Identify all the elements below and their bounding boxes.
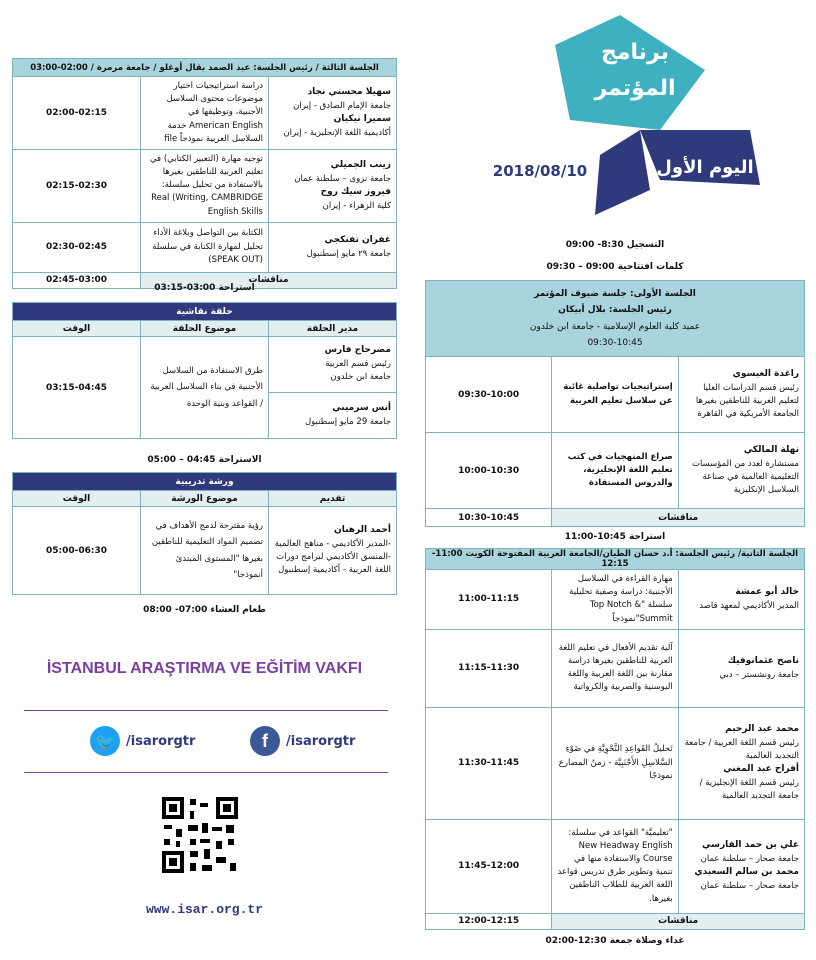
panel-table <box>12 302 397 439</box>
speaker-affil: رئيس قسم الدراسات العليا لتعليم العربية للناطقين بغيرها الجامعة الأمريكية في القاهرة <box>695 382 799 420</box>
divider-bottom <box>24 772 388 773</box>
session2-discussion-time: 12:00-12:15 <box>426 913 552 929</box>
speaker-name-2: سميرا نيكيان <box>333 113 391 124</box>
speaker-affil-2: أكاديمية اللغة الإنجليزية - إيران <box>283 127 391 138</box>
talk-time: 09:30-10:00 <box>426 357 552 433</box>
speaker-name: سهيلا محسني نجاد <box>307 86 391 97</box>
speaker-name: ناصح عثمانوفيك <box>727 655 799 666</box>
twitter-link[interactable] <box>90 726 195 756</box>
session2-title: الجلسة الثانية/ رئيس الجلسة: أ.د حسان الطيان/الجامعة العربية المفتوحة الكويت 11:00-12:15 <box>426 549 805 570</box>
talk-topic: دراسة استراتيجيات اختيار موضوعات محتوى السلاسل الأجنبية، وتوظيفها في American English خدمة السلاسل العربية نموذجاً file <box>141 77 269 150</box>
speaker-name: محمد عبد الرحيم <box>725 723 799 734</box>
session1-discussion-time: 10:30-10:45 <box>426 509 552 527</box>
panel-header-time: الوقت <box>13 321 141 337</box>
banner-title-1: برنامج <box>601 40 669 65</box>
registration-line: التسجيل 8:30- 09:00 <box>565 240 665 250</box>
panel-title: حلقة نقاشية <box>13 303 397 321</box>
session2-table <box>425 548 805 930</box>
moderator-affil-3: جامعة 29 مايو إسطنبول <box>304 416 391 427</box>
talk-time: 11:00-11:15 <box>426 570 552 630</box>
panel-topic: طرق الاستفادة من السلاسل الأجنبية في بناء السلاسل العربية / القواعد وبنية الوحدة <box>141 337 269 439</box>
talk-topic: مهارة القراءة في السلاسل الأجنبية: دراسة وصفية تحليلية سلسلة "Top Notch & Summit"نموذجاً <box>552 570 678 630</box>
table-row <box>13 222 397 272</box>
table-row <box>426 570 805 630</box>
facebook-link[interactable] <box>250 726 355 756</box>
panel-header-topic: موضوع الحلقة <box>141 321 269 337</box>
session1-chair: رئيس الجلسة: بلال أبيكان <box>558 305 672 316</box>
speaker-name: راغدة العيسوي <box>732 368 799 379</box>
talk-time: 02:00-02:15 <box>13 77 141 150</box>
moderator-affil-2: جامعة ابن خلدون <box>330 372 391 383</box>
session3-discussion-time: 02:45-03:00 <box>13 272 141 288</box>
speaker-name: نهلة المالكي <box>743 444 799 455</box>
table-row <box>426 433 805 509</box>
moderator-affil: رئيس قسم العربية <box>325 359 391 370</box>
talk-time: 02:30-02:45 <box>13 222 141 272</box>
moderator-name-2: أنس سرميني <box>332 402 391 413</box>
speaker-name: زينب الجميلي <box>330 159 391 170</box>
table-row <box>426 357 805 433</box>
banner-day: اليوم الأول <box>656 157 754 178</box>
speaker-affil: جامعة ٢٩ مايو إسطنبول <box>306 248 391 259</box>
facebook-icon: f <box>250 726 280 756</box>
program-banner <box>460 10 815 225</box>
break3-line: الاستراحة 04:45 – 05:00 <box>147 455 262 465</box>
speaker-affil: مستشارة لعدد من المؤسسات التعليمية العالمية في صناعة السلاسل الإنكليزية <box>691 458 799 496</box>
opening-line: كلمات افتتاحية 09:00 – 09:30 <box>546 262 684 272</box>
banner-title-2: المؤتمر <box>594 76 676 101</box>
twitter-handle: /isarorgtr <box>126 733 196 749</box>
panel-time: 03:15-04:45 <box>13 337 141 439</box>
session3-table <box>12 58 397 289</box>
speaker-affil-2: جامعة صحار – سلطنة عمان <box>700 881 799 892</box>
table-row <box>13 149 397 222</box>
talk-time: 11:45-12:00 <box>426 819 552 913</box>
talk-topic: صراع المنهجيات في كتب تعليم اللغة الإنجليزية، والدروس المستفادة <box>552 433 678 509</box>
divider-top <box>24 710 388 711</box>
workshop-header-presenter: تقديم <box>269 491 397 507</box>
speaker-name: علي بن حمد الفارسي <box>702 840 799 851</box>
talk-time: 02:15-02:30 <box>13 149 141 222</box>
lunch-line: غداء وصلاة جمعة 12:30-02:00 <box>545 936 685 946</box>
speaker-affil: جامعة الإمام الصادق - إيران <box>293 100 391 111</box>
speaker-affil-2: رئيس قسم اللغة الإنجليزية / جامعة التجديد العالمية <box>699 778 799 802</box>
twitter-icon: 🐦 <box>90 726 120 756</box>
qr-code <box>160 795 240 875</box>
speaker-name-2: أفراح عبد المغني <box>723 764 799 775</box>
speaker-affil: جامعة صحار – سلطنة عمان <box>700 854 799 865</box>
presenter-name: أحمد الرهبان <box>334 524 391 535</box>
banner-date: 2018/08/10 <box>492 162 588 180</box>
speaker-affil-2: كلية الزهراء - إيران <box>322 200 391 211</box>
session1-title: الجلسة الأولى: جلسة ضيوف المؤتمر <box>534 289 696 300</box>
talk-topic: تَحليلُ القَواعِدِ النَّحْوِيَّةِ في ضَوْءِ السَّلاسِلِ الأَجْنَبِيَّة - زمنُ المضارع نموذجًا <box>552 707 678 819</box>
talk-topic: "تعليميَّة" القواعد في سلسلة: New Headway English Course والاستفادة منها في تنمية وتطوير طرق تدريس قواعد اللغة العربية للطلاب الناطقين بغيرها. <box>552 819 678 913</box>
table-row <box>13 77 397 150</box>
workshop-table <box>12 472 397 595</box>
session3-title: الجلسة الثالثة / رئيس الجلسة: عبد الصمد بقال أوغلو / جامعة مرمرة / 02:00-03:00 <box>13 59 397 77</box>
speaker-name: غفران تفنكجي <box>324 234 391 245</box>
facebook-handle: /isarorgtr <box>286 733 356 749</box>
org-name: İSTANBUL ARAŞTIRMA VE EĞİTİM VAKFI <box>46 660 363 677</box>
workshop-title: ورشة تدريبية <box>13 473 397 491</box>
talk-topic: إستراتيجيات تواصلية غائبة عن سلاسل تعليم العربية <box>552 357 678 433</box>
presenter-affil: -المدير الأكاديمي - مناهج العالمية -المنسق الأكاديمي لبرامج دورات اللغة العربية - أكاديمية إسطنبول <box>274 538 391 576</box>
workshop-topic: رؤية مقترحة لدمج الأهداف في تصميم المواد التعليمية للناطقين بغيرها "المستوى المبتدئ أنموذجا" <box>141 507 269 595</box>
talk-time: 11:30-11:45 <box>426 707 552 819</box>
speaker-affil: رئيس قسم اللغة العربية / جامعة التجديد العالمية <box>684 737 799 762</box>
break2-line: استراحة 03:00-03:15 <box>154 283 255 293</box>
qr-code-graphic <box>160 795 240 875</box>
talk-time: 11:15-11:30 <box>426 629 552 707</box>
session1-discussion: مناقشات <box>552 509 805 527</box>
session2-discussion: مناقشات <box>552 913 805 929</box>
break1-line: استراحة 10:45-11:00 <box>564 532 666 542</box>
table-row <box>426 819 805 913</box>
session1-table <box>425 280 805 527</box>
session1-chair-affil: عميد كلية العلوم الإسلامية - جامعة ابن خلدون <box>529 321 701 332</box>
session3-discussion: مناقشات <box>141 272 397 288</box>
workshop-header-topic: موضوع الورشة <box>141 491 269 507</box>
talk-time: 10:00-10:30 <box>426 433 552 509</box>
moderator-name: مضرحاج فارس <box>324 345 391 356</box>
panel-header-moderator: مدير الحلقة <box>269 321 397 337</box>
session1-time: 09:30-10:45 <box>587 337 643 348</box>
speaker-name-2: محمد بن سالم السعيدي <box>694 867 799 878</box>
website-link[interactable]: www.isar.org.tr <box>145 902 264 917</box>
table-row <box>426 629 805 707</box>
workshop-header-time: الوقت <box>13 491 141 507</box>
speaker-name-2: فيروز سيك روح <box>320 186 391 197</box>
table-row <box>426 707 805 819</box>
speaker-name: خالد أبو عمشة <box>735 586 799 597</box>
speaker-affil: المدير الأكاديمي لمعهد قاصد <box>699 600 799 611</box>
talk-topic: توجيه مهارة (التعبير الكتابي) في تعليم العربية للناطقين بغيرها بالاستفادة من تحليل سلسلة: Real (Writing, CAMBRIDGE English Skills <box>141 149 269 222</box>
workshop-time: 05:00-06:30 <box>13 507 141 595</box>
talk-topic: الكتابة بين التواصل وبلاغة الأداء تحليل لمهارة الكتابة في سلسلة (SPEAK OUT) <box>141 222 269 272</box>
speaker-affil: جامعة رونشستر – دبي <box>719 669 799 680</box>
dinner-line: طعام العشاء 07:00- 08:00 <box>143 605 266 615</box>
talk-topic: آلية تقديم الأفعال في تعليم اللغة العربية للناطقين بغيرها دراسة مقارنة بين اللغة العربية واللغة البوسنية والصربية والكرواتية <box>552 629 678 707</box>
speaker-affil: جامعة نزوى – سلطنة عمان <box>294 173 391 184</box>
